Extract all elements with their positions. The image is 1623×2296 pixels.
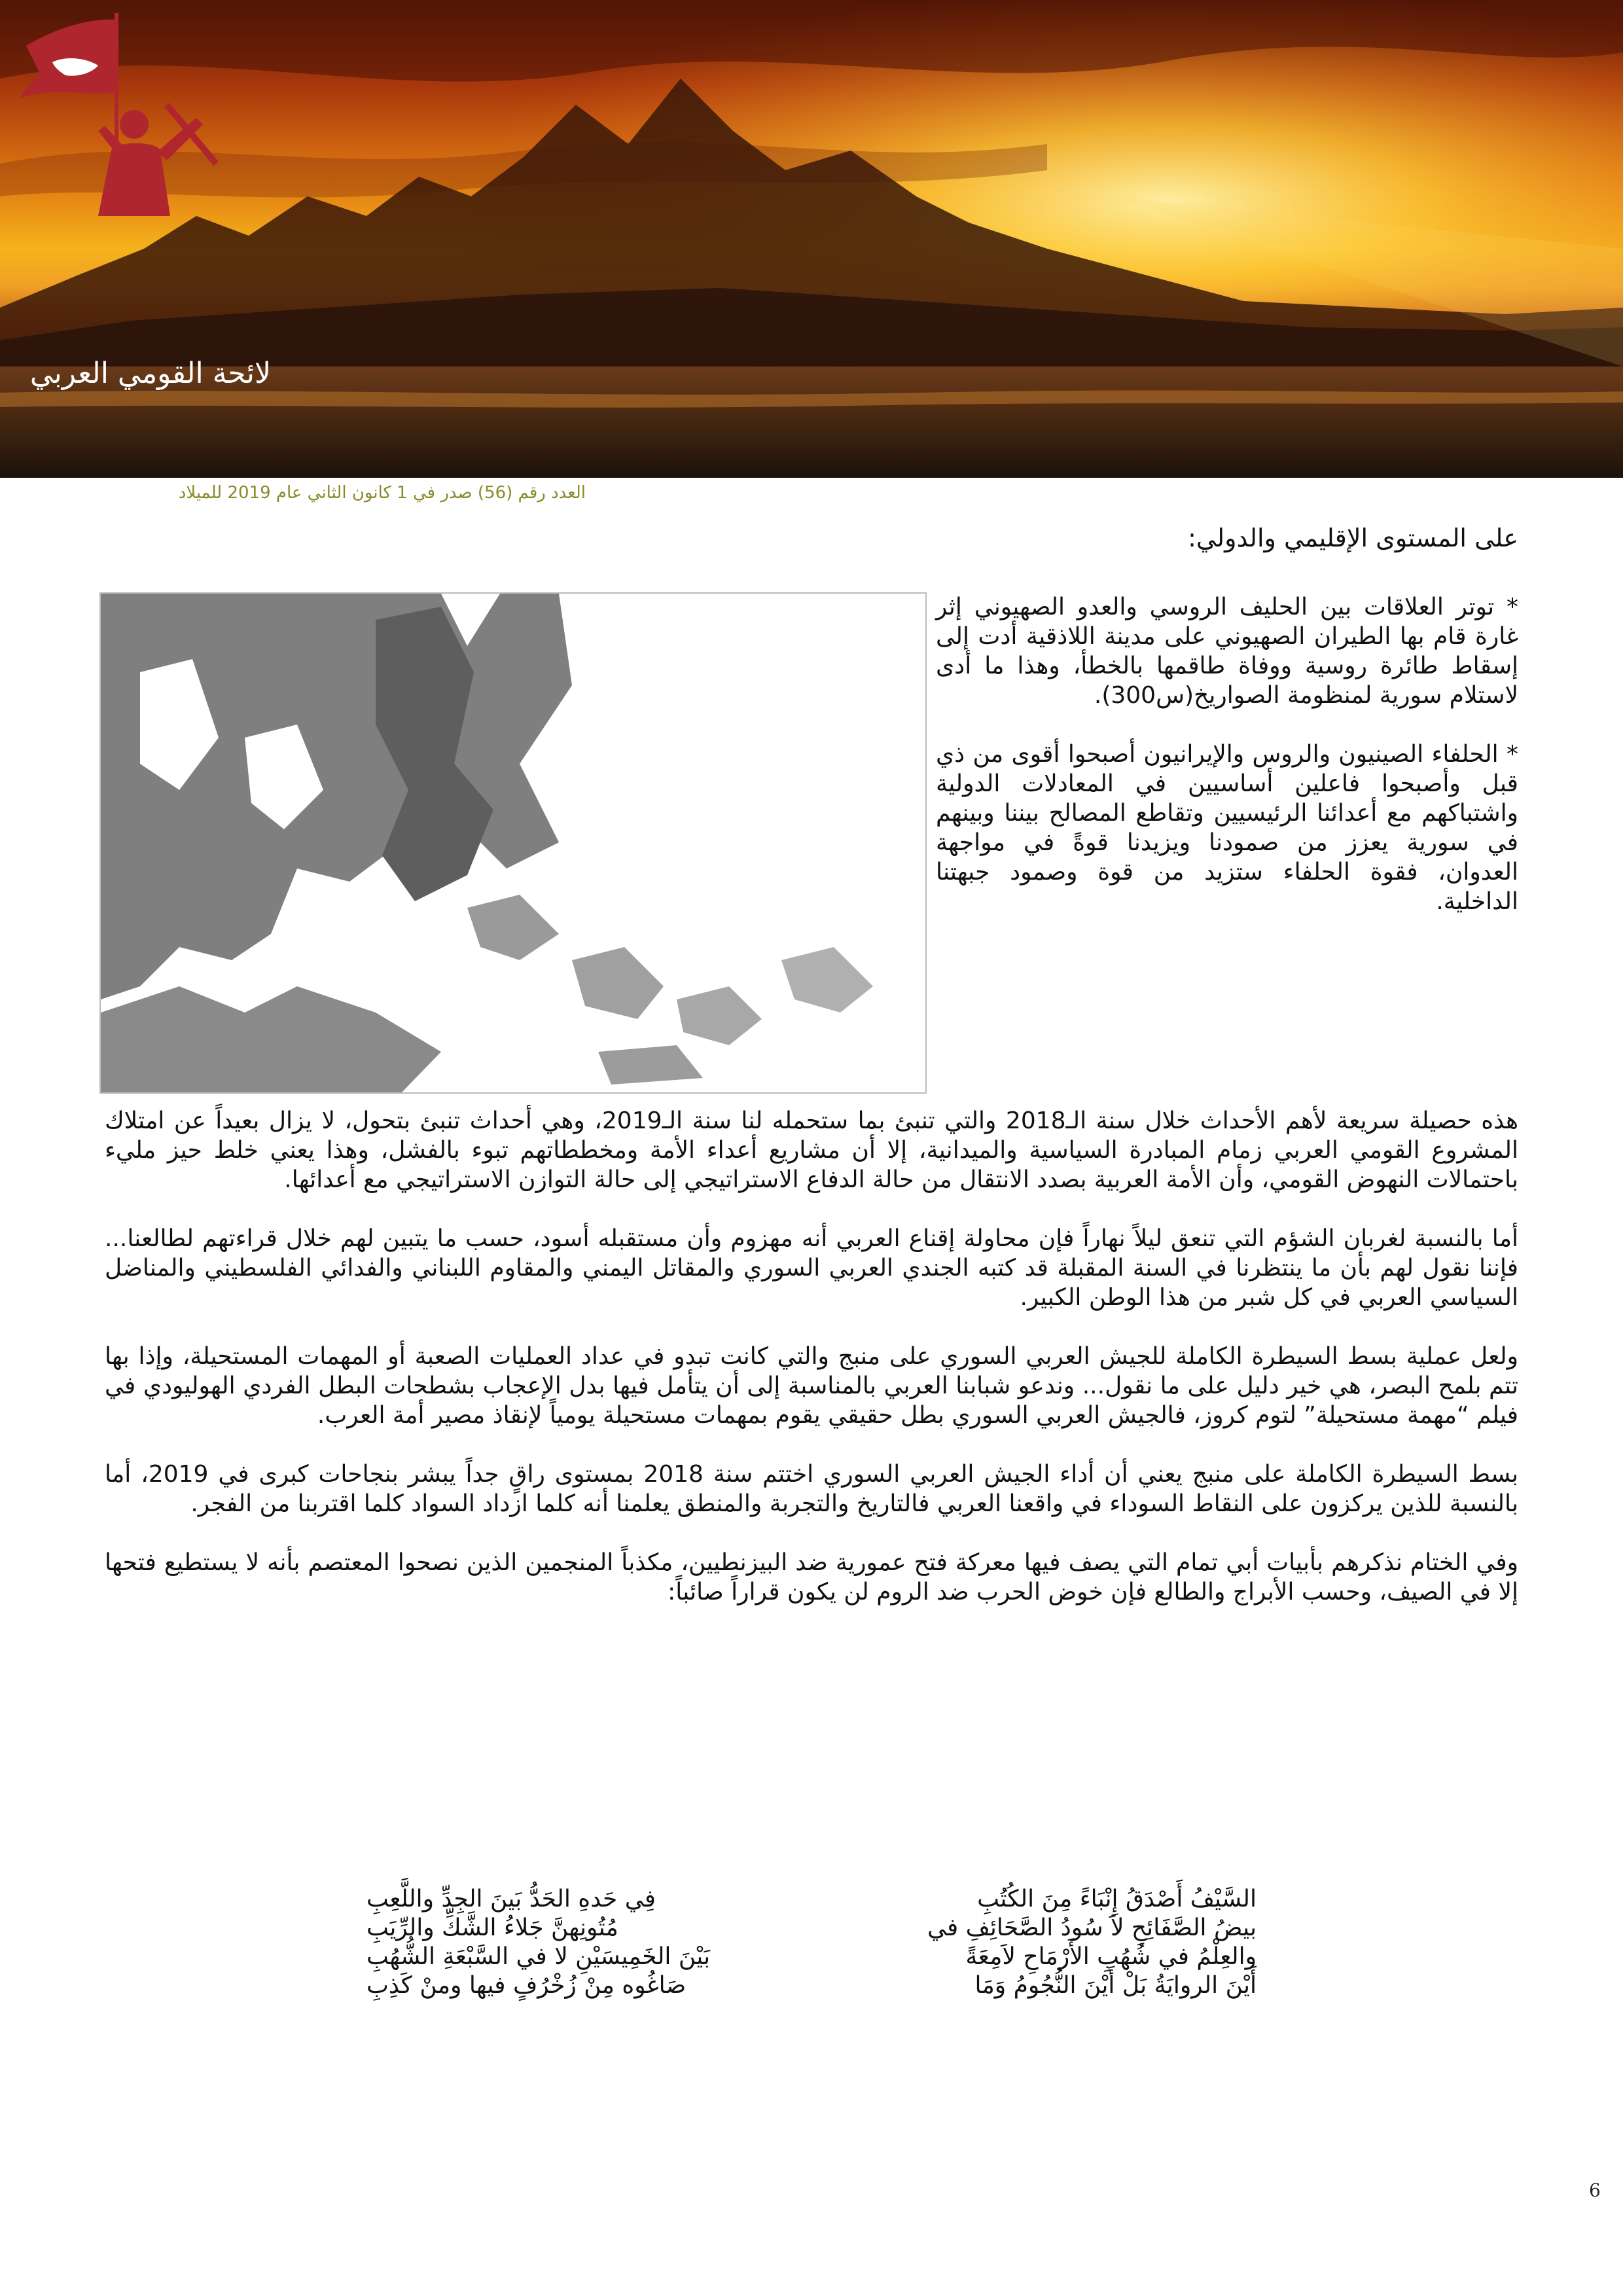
poem-verse bbox=[366, 1971, 1257, 2000]
body-paragraph: هذه حصيلة سريعة لأهم الأحداث خلال سنة الـ2018 والتي تنبئ بما ستحمله لنا سنة الـ2019، وهي أحداث تنبئ بتحول، لا يزال بعيداً عن امتلاك المشروع القومي العربي زمام المبادرة السياسية والميدانية، إلا أن مشاريع أعداء الأمة ومخططاتهم تبوء بالفشل، وهذا يعني خلط حيز مليء باحتمالات النهوض القومي، وأن الأمة العربية بصدد الانتقال من حالة الدفاع الاستراتيجي إلى حالة التوازن الاستراتيجي مع أعدائها. bbox=[105, 1107, 1519, 1193]
poem-hemistich-left: بَيْنَ الخَمِيسَيْنِ لا في السَّبْعَةِ الشُّهُبِ bbox=[366, 1943, 711, 1970]
poem-hemistich-right: والعِلْمُ في شُهُبِ الأَرْمَاحِ لاَمِعَةً bbox=[965, 1943, 1257, 1970]
logo-flag-fighter bbox=[0, 0, 262, 262]
body-paragraph: ولعل عملية بسط السيطرة الكاملة للجيش العربي السوري على منبج والتي كانت تبدو في عداد العمليات الصعبة أو المهمات المستحيلة، وإذا بها تتم بلمح البصر، هي خير دليل على ما نقول... وندعو شبابنا العربي بالمناسبة إلى أن يتأمل فيها بدل الإعجاب بشطحات البطل الفردي الهوليودي في فيلم “مهمة مستحيلة” لتوم كروز، فالجيش العربي السوري بطل حقيقي يقوم بمهمات مستحيلة يومياً لإنقاذ مصير أمة العرب. bbox=[105, 1343, 1518, 1429]
fighter-illustration bbox=[101, 594, 925, 1092]
poem-hemistich-right: أَيْنَ الروايَةُ بَلْ أَيْنَ النُّجُومُ وَمَا bbox=[974, 1972, 1257, 1999]
poem-verse bbox=[366, 1914, 1257, 1943]
page-number: 6 bbox=[1589, 2179, 1601, 2201]
poem-hemistich-left: صَاغُوه مِنْ زُخْرُفٍ فيها ومنْ كَذِبِ bbox=[366, 1972, 687, 1999]
poem bbox=[366, 1885, 1257, 2000]
side-paragraph: * توتر العلاقات بين الحليف الروسي والعدو الصهيوني إثر غارة قام بها الطيران الصهيوني على مدينة اللاذقية أدت إلى إسقاط طائرة روسية ووفاة طاقمها بالخطأ، وهذا ما أدى لاستلام سورية لمنظومة الصواريخ(س300). bbox=[936, 594, 1518, 709]
poem-hemistich-left: فِي حَدهِ الحَدُّ بَينَ الجِدِّ واللَّعِبِ bbox=[366, 1886, 656, 1912]
body-paragraph: أما بالنسبة لغربان الشؤم التي تنعق ليلاً نهاراً فإن محاولة إقناع العربي أنه مهزوم وأن مستقبله أسود، حسب ما يتبين لهم خلال قراءتهم لطالعنا... فإننا نقول لهم بأن ما ينتظرنا في السنة المقبلة قد كتبه الجندي العربي السوري والمقاتل اليمني والمقاوم اللبناني والفدائي الفلسطيني والمناضل السياسي العربي في كل شبر من هذا الوطن الكبير. bbox=[105, 1225, 1518, 1311]
fighter-image bbox=[99, 592, 927, 1094]
side-paragraph: * الحلفاء الصينيون والروس والإيرانيون أصبحوا أقوى من ذي قبل وأصبحوا فاعلين أساسيين في المعادلات الدولية واشتباكهم مع أعدائنا الرئيسيين وتقاطع المصالح بيننا وبينهم في سورية يعزز من صمودنا ويزيدنا قوةً في مواجهة العدوان، فقوة الحلفاء ستزيد من قوة وصمود جبهتنا الداخلية. bbox=[936, 741, 1518, 915]
header-banner bbox=[0, 0, 1623, 478]
issue-line: العدد رقم (56) صدر في 1 كانون الثاني عام 2019 للميلاد bbox=[178, 483, 586, 503]
poem-hemistich-right: السَّيْفُ أَصْدَقُ إِنْبَاءً مِنَ الكُتُبِ bbox=[977, 1886, 1257, 1912]
poem-hemistich-left: مُتُونِهنَّ جَلاءُ الشَّكِّ والرِّيَبِ bbox=[366, 1914, 618, 1941]
logo-text: لائحة القومي العربي bbox=[29, 357, 272, 390]
body-text bbox=[105, 1106, 1518, 1636]
section-heading: على المستوى الإقليمي والدولي: bbox=[1188, 524, 1518, 552]
poem-verse bbox=[366, 1885, 1257, 1914]
body-paragraph: وفي الختام نذكرهم بأبيات أبي تمام التي يصف فيها معركة فتح عمورية ضد البيزنطيين، مكذباً المنجمين الذين نصحوا المعتصم بأنه لا يستطيع فتحها إلا في الصيف، وحسب الأبراج والطالع فإن خوض الحرب ضد الروم لن يكون قراراً صائباً: bbox=[105, 1549, 1518, 1605]
body-paragraph: بسط السيطرة الكاملة على منبج يعني أن أداء الجيش العربي السوري اختتم سنة 2018 بمستوى راقٍ جداً يبشر بنجاحات كبرى في 2019، أما بالنسبة للذين يركزون على النقاط السوداء في واقعنا العربي فالتاريخ والتجربة والمنطق يعلمنا أنه كلما ازداد السواد كلما اقتربنا من الفجر. bbox=[105, 1461, 1518, 1517]
side-text bbox=[936, 592, 1518, 946]
poem-hemistich-right: بيضُ الصَّفَائِحِ لاَ سُودُ الصَّحَائِفِ في bbox=[927, 1914, 1257, 1941]
poem-verse bbox=[366, 1943, 1257, 1971]
